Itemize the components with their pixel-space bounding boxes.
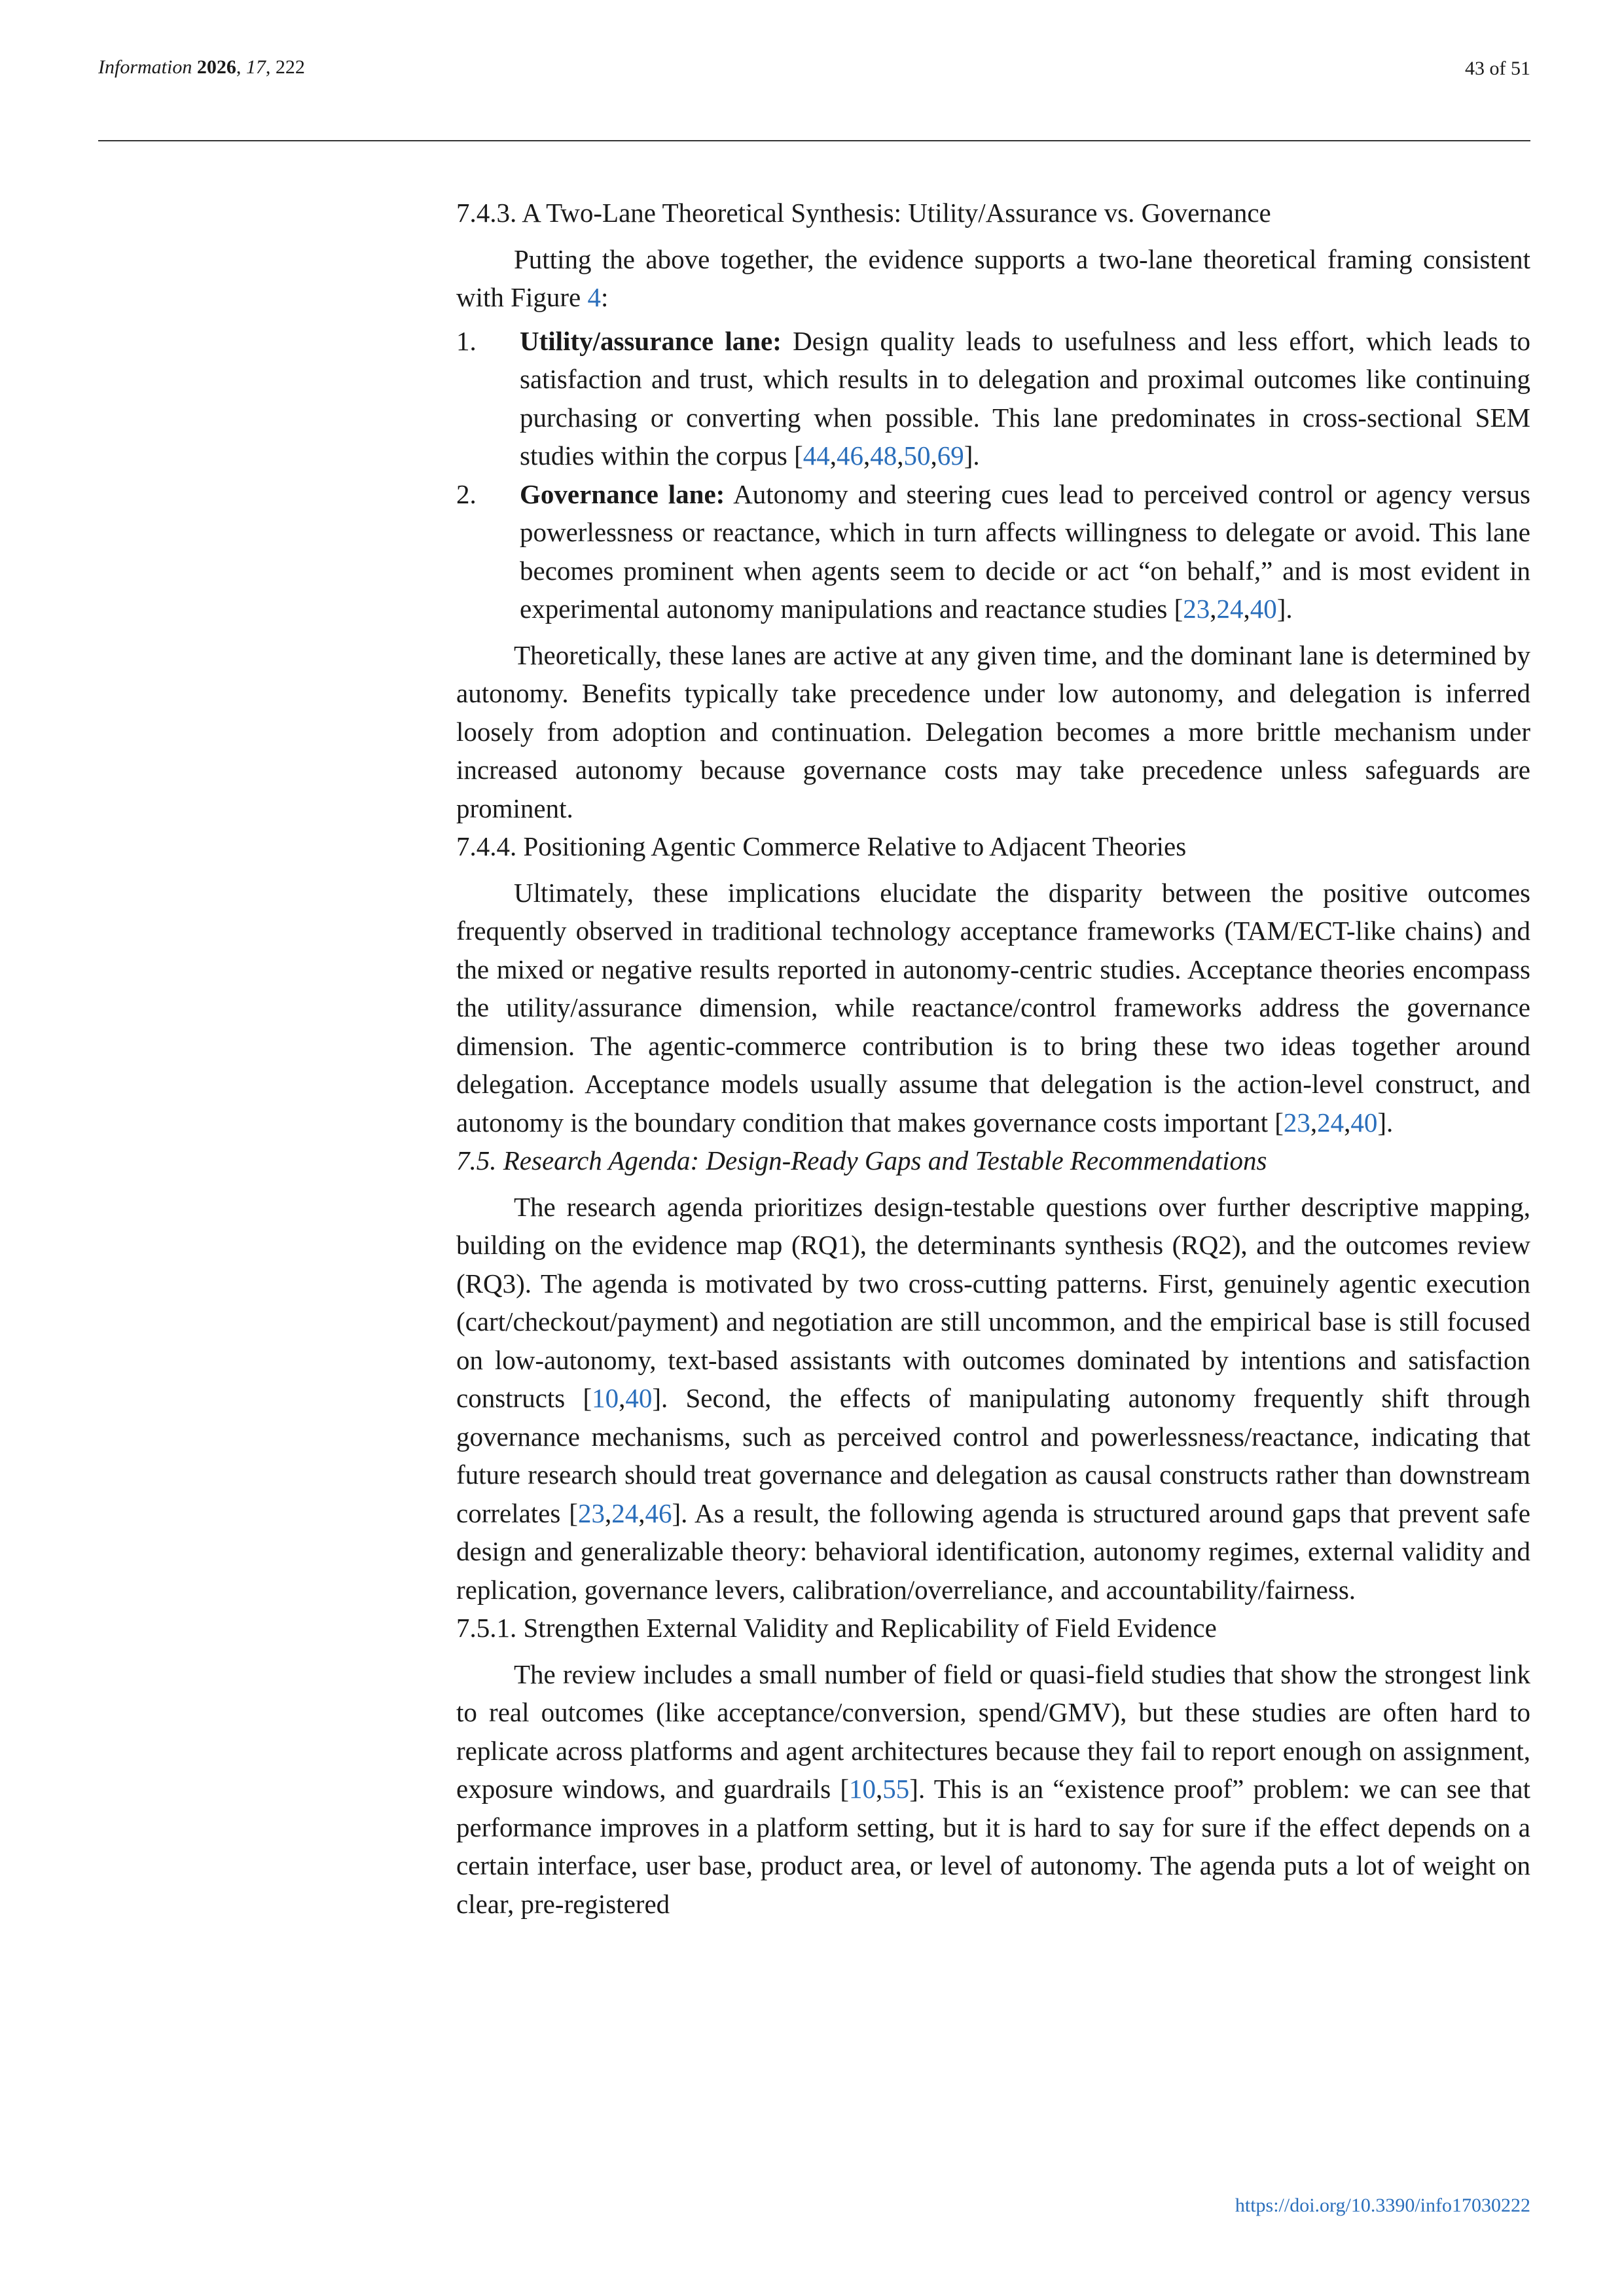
citation-link[interactable]: 46 — [645, 1498, 672, 1528]
page-number: 43 of 51 — [1465, 58, 1530, 79]
citation-link[interactable]: 50 — [903, 440, 931, 471]
citation-link[interactable]: 23 — [1183, 594, 1210, 624]
citation-link[interactable]: 40 — [1350, 1107, 1378, 1138]
page-header — [98, 51, 1530, 90]
section-heading-7-4-4: 7.4.4. Positioning Agentic Commerce Relative to Adjacent Theories — [456, 831, 1187, 861]
paragraph-adjacent-theories: Ultimately, these implications elucidate the disparity between the positive outcomes frequently observed in traditional technology acceptance frameworks (TAM/ECT-like chains) and the mixed or negative results reported in autonomy-centric studies. Acceptance theories encompass the utility/assurance dimension, while reactance/control frameworks address the governance dimension. The agentic-commerce contribution is to bring these two ideas together around delegation. Acceptance models usually assume that delegation is the action-level construct, and autonomy is the boundary condition that makes governance costs important [23,24,40]. — [456, 877, 1530, 1138]
citation-link[interactable]: 24 — [1216, 594, 1244, 624]
journal-citation: Information 2026, 17, 222 — [98, 56, 305, 78]
journal-year: 2026 — [196, 56, 236, 78]
citation-link[interactable]: 40 — [1250, 594, 1277, 624]
journal-name: Information — [98, 56, 192, 78]
citation-link[interactable]: 10 — [592, 1383, 619, 1413]
paragraph-research-agenda: The research agenda prioritizes design-testable questions over further descriptive mapping, building on the evidence map (RQ1), the determinants synthesis (RQ2), and the outcomes review (RQ3). The agenda is motivated by two cross-cutting patterns. First, genuinely agentic execution (cart/checkout/payment) and negotiation are still uncommon, and the empirical base is still focused on low-autonomy, text-based assistants with outcomes dominated by intentions and satisfaction constructs [10,40]. Second, the effects of manipulating autonomy frequently shift through governance mechanisms, such as perceived control and powerlessness/reactance, indicating that future research should treat governance and delegation as causal constructs rather than downstream correlates [23,24,46]. As a result, the following agenda is structured around gaps that prevent safe design and generalizable theory: behavioral identification, autonomy regimes, external validity and replication, governance levers, calibration/overreliance, and accountability/fairness. — [456, 1191, 1530, 1605]
header-rule — [98, 140, 1530, 141]
citation-link[interactable]: 46 — [836, 440, 863, 471]
citation-link[interactable]: 23 — [577, 1498, 605, 1528]
citation-link[interactable]: 44 — [803, 440, 830, 471]
citation-link[interactable]: 24 — [1317, 1107, 1344, 1138]
article-number: 222 — [275, 56, 305, 78]
section-heading-7-5-1: 7.5.1. Strengthen External Validity and Replicability of Field Evidence — [456, 1613, 1217, 1643]
main-content — [456, 194, 1530, 1923]
list-item-governance-lane: 2. Governance lane: Autonomy and steering cues lead to perceived control or agency versus powerlessness or reactance, which in turn affects willingness to delegate or avoid. This lane becomes prominent when agents seem to decide or act “on behalf,” and is most evident in experimental autonomy manipulations and reactance studies [23,24,40]. — [456, 478, 1530, 624]
citation-link[interactable]: 69 — [937, 440, 964, 471]
paragraph-external-validity: The review includes a small number of field or quasi-field studies that show the strongest link to real outcomes (like acceptance/conversion, spend/GMV), but these studies are often hard to replicate across platforms and agent architectures because they fail to report enough on assignment, exposure windows, and guardrails [10,55]. This is an “existence proof” problem: we can see that performance improves in a platform setting, but it is hard to say for sure if the effect depends on a certain interface, user base, product area, or level of autonomy. The agenda puts a lot of weight on clear, pre-registered — [456, 1659, 1530, 1919]
doi-link[interactable]: https://doi.org/10.3390/info17030222 — [1235, 2195, 1530, 2216]
citation-link[interactable]: 23 — [1283, 1107, 1310, 1138]
citation-link[interactable]: 24 — [611, 1498, 639, 1528]
citation-link[interactable]: 10 — [849, 1774, 876, 1804]
citation-link[interactable]: 55 — [882, 1774, 910, 1804]
citation-link[interactable]: 40 — [625, 1383, 653, 1413]
journal-volume: 17 — [245, 56, 266, 78]
paragraph-lanes-closing: Theoretically, these lanes are active at any given time, and the dominant lane is determined by autonomy. Benefits typically take precedence under low autonomy, and delegation is inferred loosely from adoption and continuation. Delegation becomes a more brittle mechanism under increased autonomy because governance costs may take precedence unless safeguards are prominent. — [456, 639, 1530, 823]
figure-link[interactable]: 4 — [587, 282, 601, 312]
section-heading-7-5: 7.5. Research Agenda: Design-Ready Gaps and Testable Recommendations — [456, 1145, 1267, 1175]
lane-title: Utility/assurance lane: — [520, 325, 782, 356]
lane-title: Governance lane: — [520, 478, 725, 509]
paragraph-two-lane-intro: Putting the above together, the evidence supports a two-lane theoretical framing consistent with Figure 4: — [456, 243, 1530, 312]
lane-list — [456, 322, 1530, 628]
citation-link[interactable]: 48 — [870, 440, 897, 471]
list-item-utility-lane: 1. Utility/assurance lane: Design quality leads to usefulness and less effort, which leads to satisfaction and trust, which results in to delegation and proximal outcomes like continuing purchasing or converting when possible. This lane predominates in cross-sectional SEM studies within the corpus [44,46,48,50,69]. — [456, 325, 1530, 471]
section-heading-7-4-3: 7.4.3. A Two-Lane Theoretical Synthesis: Utility/Assurance vs. Governance — [456, 198, 1271, 228]
